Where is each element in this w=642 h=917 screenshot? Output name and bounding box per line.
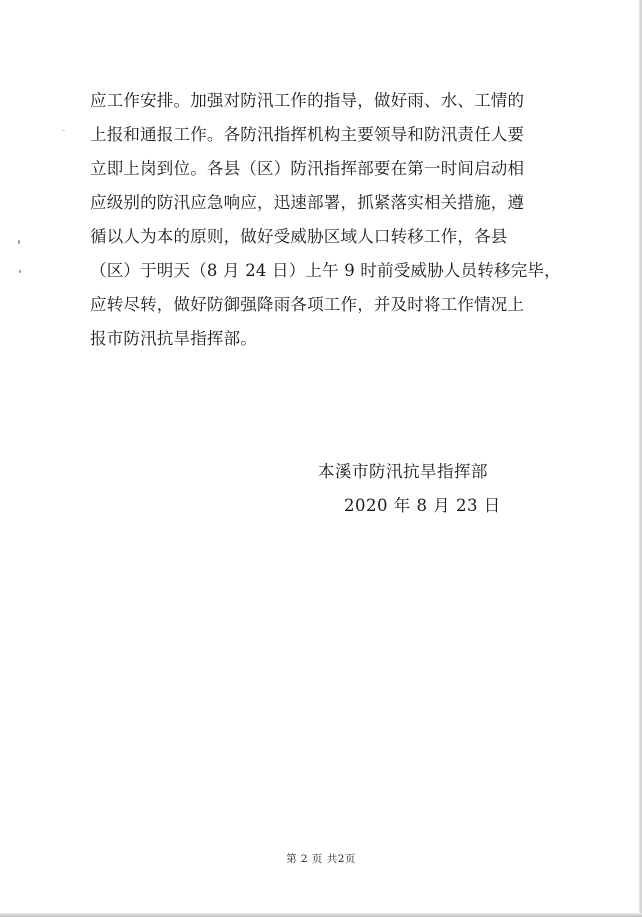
signature-block — [318, 455, 501, 523]
body-line: 上报和通报工作。各防汛指挥机构主要领导和防汛责任人要 — [90, 125, 525, 144]
body-line: 报市防汛抗旱指挥部。 — [90, 329, 257, 348]
scan-speck — [62, 130, 65, 131]
body-line: 立即上岗到位。各县（区）防汛指挥部要在第一时间启动相 — [90, 159, 525, 178]
body-line: 应转尽转，做好防御强降雨各项工作，并及时将工作情况上 — [90, 295, 525, 314]
page-edge-shadow-bottom — [0, 913, 642, 917]
scan-speck — [19, 270, 21, 273]
scan-speck — [18, 240, 20, 244]
body-line: （区）于明天（8 月 24 日）上午 9 时前受威胁人员转移完毕， — [90, 261, 561, 280]
body-line: 应级别的防汛应急响应，迅速部署，抓紧落实相关措施，遵 — [90, 193, 525, 212]
body-paragraph — [90, 84, 561, 356]
body-line: 应工作安排。加强对防汛工作的指导，做好雨、水、工情的 — [90, 91, 525, 110]
issuing-organization: 本溪市防汛抗旱指挥部 — [318, 462, 488, 481]
page-number-footer: 第 2 页 共2页 — [286, 853, 356, 865]
body-line: 循以人为本的原则，做好受威胁区域人口转移工作，各县 — [90, 227, 508, 246]
issue-date: 2020 年 8 月 23 日 — [344, 496, 501, 515]
